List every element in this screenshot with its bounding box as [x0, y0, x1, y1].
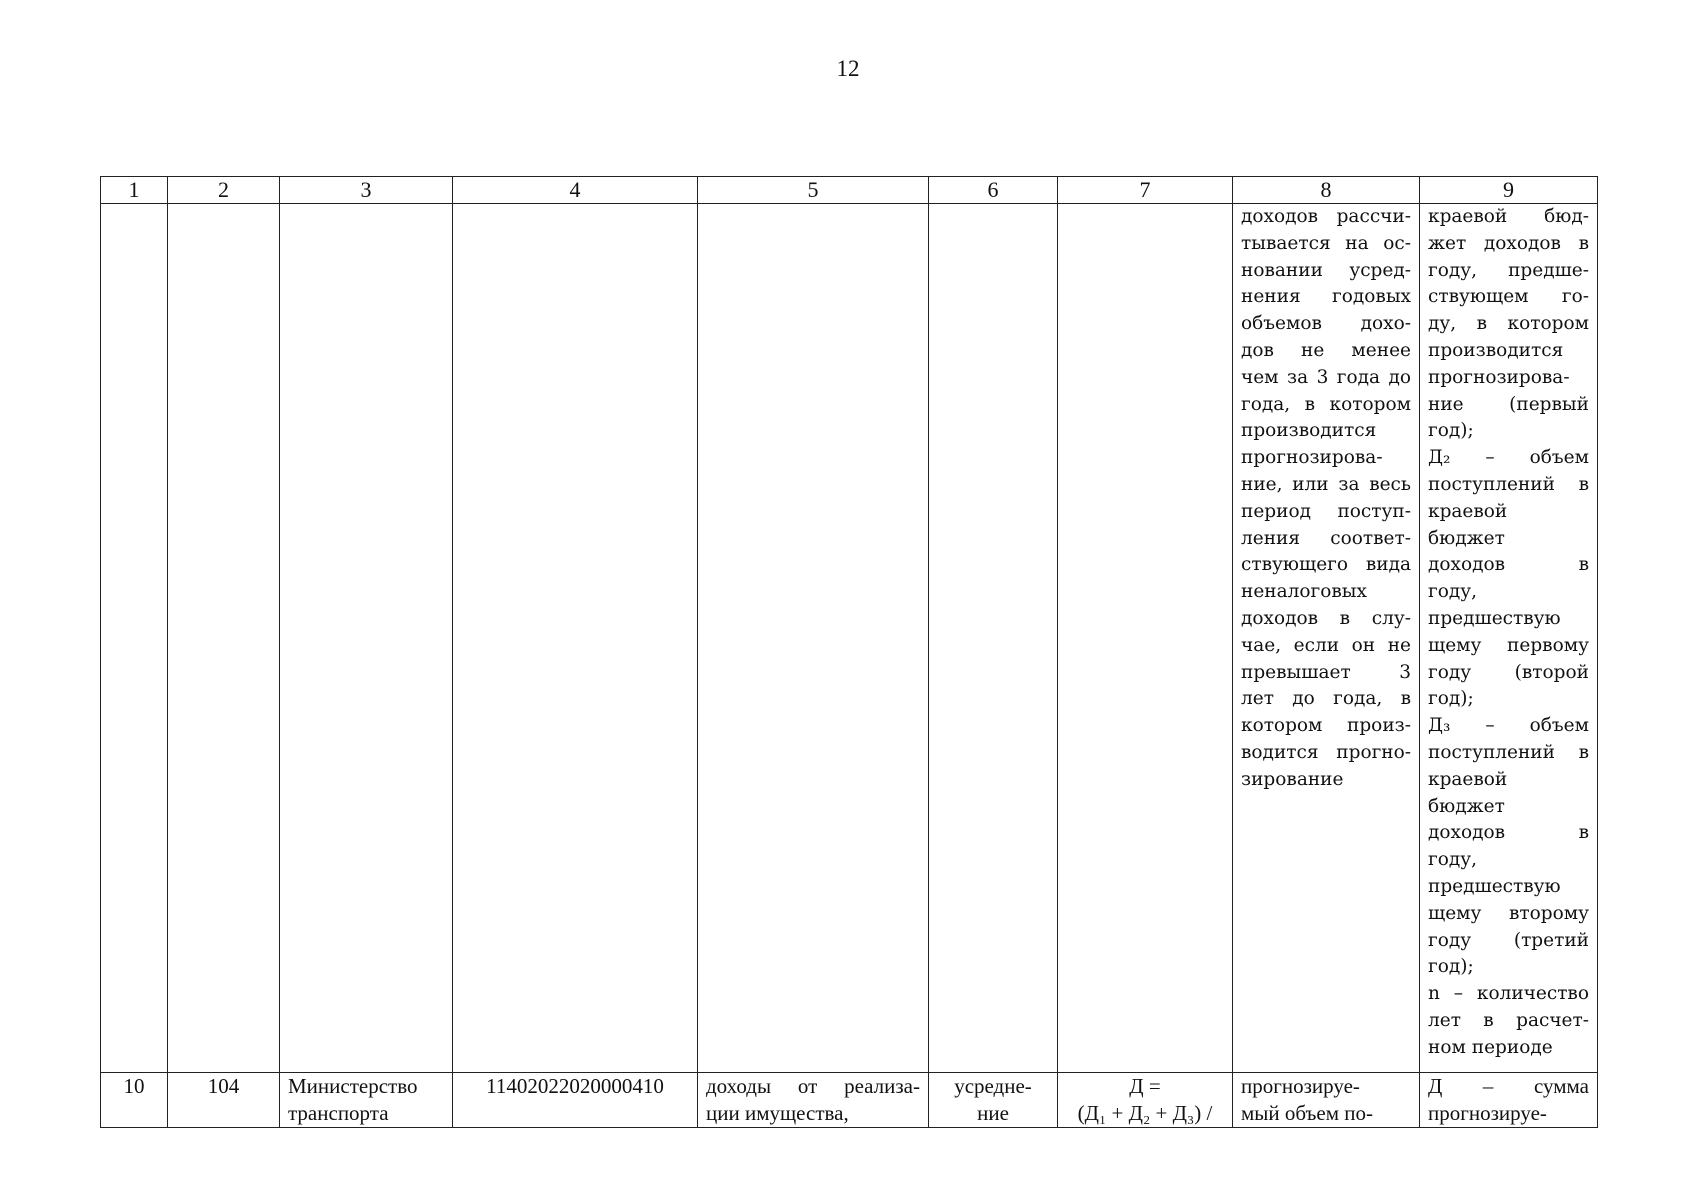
text-line: Министерство — [288, 1074, 418, 1098]
empty-cell — [453, 204, 698, 1073]
column-number: 4 — [453, 177, 698, 204]
text-line: ду, в котором — [1428, 313, 1589, 335]
text-line: щему первому — [1428, 634, 1589, 656]
text-line: доходов в — [1428, 554, 1589, 576]
text-line: водится прогно- — [1241, 741, 1411, 763]
text-line: бюджет — [1428, 527, 1505, 549]
text-line: поступлений в — [1428, 741, 1589, 763]
text-line: (Д₁ + Д₂ + Д₃) / — [1077, 1100, 1213, 1125]
text-line: краевой бюд- — [1428, 206, 1589, 227]
text-line: ции имущества, — [706, 1100, 849, 1125]
text-line: щему второму — [1428, 902, 1589, 924]
text-line: год); — [1428, 956, 1474, 978]
algorithm-cell — [1233, 1073, 1420, 1128]
text-line: ствующего вида — [1241, 554, 1411, 576]
text-line: мый объем по- — [1241, 1100, 1373, 1125]
formula-cell — [1058, 1073, 1233, 1128]
admin-code-cell: 104 — [168, 1073, 280, 1128]
text-line: объемов дохо- — [1241, 313, 1411, 335]
text-line: году, предше- — [1428, 259, 1589, 281]
text-line: краевой — [1428, 500, 1508, 522]
text-line: доходов в слу- — [1241, 607, 1411, 629]
text-line: лет в расчет- — [1428, 1009, 1589, 1031]
text-line: жет доходов в — [1428, 232, 1589, 254]
column-number: 5 — [698, 177, 929, 204]
text-line: чем за 3 года до — [1241, 366, 1411, 388]
text-line: Д = — [1129, 1074, 1161, 1098]
column-number: 7 — [1058, 177, 1233, 204]
text-line: ние (первый — [1428, 393, 1589, 415]
text-line: нения годовых — [1241, 286, 1411, 308]
empty-cell — [698, 204, 929, 1073]
column-number: 1 — [101, 177, 168, 204]
column-number: 8 — [1233, 177, 1420, 204]
text-line: транспорта — [288, 1100, 389, 1125]
administrator-name-cell — [280, 1073, 453, 1128]
text-line: ние — [977, 1100, 1009, 1125]
text-line: краевой — [1428, 768, 1508, 790]
text-line: прогнозируе- — [1241, 1074, 1360, 1098]
text-line: ления соответ- — [1241, 527, 1411, 549]
column-number-row — [101, 177, 1598, 204]
text-line: усредне- — [954, 1074, 1032, 1098]
text-line: году (третий — [1428, 929, 1589, 951]
text-line: неналоговых — [1241, 581, 1367, 603]
budget-classification-code-cell: 11402022020000410 — [453, 1073, 698, 1128]
text-line: тывается на ос- — [1241, 232, 1411, 254]
text-line: производится — [1428, 339, 1564, 361]
text-line: год); — [1428, 688, 1474, 710]
formula-variables-cell — [1420, 204, 1598, 1073]
empty-cell — [101, 204, 168, 1073]
continuation-row — [101, 204, 1598, 1073]
text-line: период поступ- — [1241, 500, 1411, 522]
column-number: 6 — [929, 177, 1058, 204]
text-line: доходов рассчи- — [1241, 206, 1411, 227]
revenue-forecast-table — [100, 176, 1598, 1128]
forecast-method-cell — [929, 1073, 1058, 1128]
text-line: Д₂ – объем — [1428, 447, 1589, 469]
empty-cell — [1058, 204, 1233, 1073]
calculation-method-cell — [1233, 204, 1420, 1073]
text-line: n – количество — [1428, 983, 1589, 1005]
text-line: прогнозирова- — [1241, 447, 1383, 469]
text-line: год); — [1428, 420, 1474, 442]
text-line: года, в котором — [1241, 393, 1411, 415]
text-line: ствующем го- — [1428, 286, 1589, 308]
row-number-cell: 10 — [101, 1073, 168, 1128]
column-number: 2 — [168, 177, 280, 204]
table-row-10 — [101, 1073, 1598, 1128]
text-line: прогнозируе- — [1428, 1100, 1547, 1125]
text-line: доходов в — [1428, 822, 1589, 844]
text-line: дов не менее — [1241, 339, 1411, 361]
text-line: предшествую — [1428, 875, 1561, 897]
text-line: ном периоде — [1428, 1036, 1553, 1058]
text-line: чае, если он не — [1241, 634, 1411, 656]
column-number: 3 — [280, 177, 453, 204]
text-line: поступлений в — [1428, 473, 1589, 495]
text-line: предшествую — [1428, 607, 1561, 629]
empty-cell — [929, 204, 1058, 1073]
text-line: превышает 3 — [1241, 661, 1411, 683]
indicator-description-cell — [1420, 1073, 1598, 1128]
empty-cell — [280, 204, 453, 1073]
page-number: 12 — [836, 56, 860, 81]
revenue-name-cell — [698, 1073, 929, 1128]
text-line: году (второй — [1428, 661, 1589, 683]
text-line: ние, или за весь — [1241, 473, 1411, 495]
text-line: году, — [1428, 849, 1477, 871]
empty-cell — [168, 204, 280, 1073]
text-line: доходы от реализа- — [706, 1074, 920, 1098]
column-number: 9 — [1420, 177, 1598, 204]
text-line: прогнозирова- — [1428, 366, 1570, 388]
text-line: Д₃ – объем — [1428, 715, 1589, 737]
text-line: новании усред- — [1241, 259, 1411, 281]
text-line: производится — [1241, 420, 1377, 442]
text-line: Д – сумма — [1428, 1074, 1589, 1098]
text-line: зирование — [1241, 768, 1344, 790]
text-line: бюджет — [1428, 795, 1505, 817]
text-line: котором произ- — [1241, 715, 1411, 737]
text-line: году, — [1428, 581, 1477, 603]
text-line: лет до года, в — [1241, 688, 1411, 710]
